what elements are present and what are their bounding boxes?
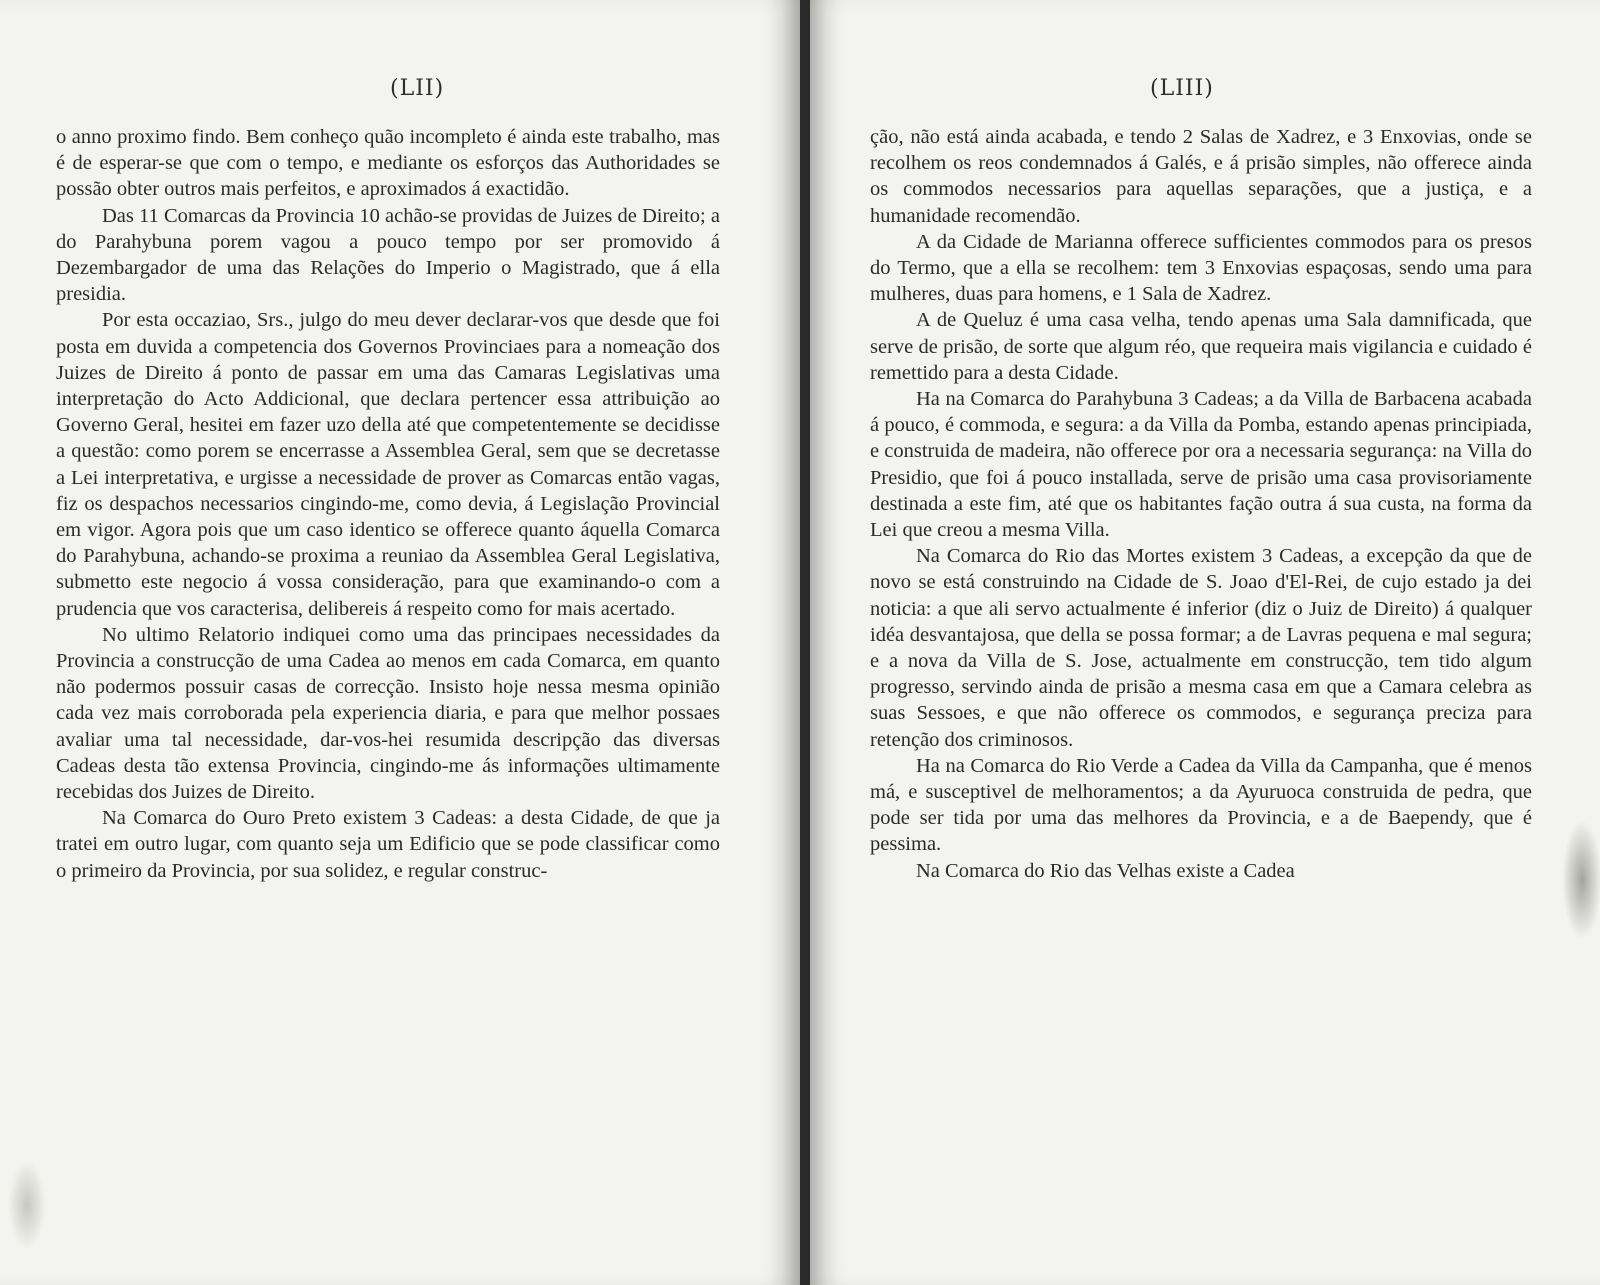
page-number-right: (LIII)	[1150, 76, 1214, 101]
paragraph: Por esta occaziao, Srs., julgo do meu dever declarar-vos que desde que foi posta em duvida a competencia dos Governos Provinciaes para a nomeação dos Juizes de Direito á ponto de passar em uma das Camaras Legislativas uma interpretação do Acto Addicional, que declara pertencer essa attribuição ao Governo Geral, hesitei em fazer uzo della até que competentemente se decidisse a questão: como porem se encerrasse a Assemblea Geral, sem que se decretasse a Lei interpretativa, e urgisse a necessidade de prover as Comarcas então vagas, fiz os despachos necessarios cingindo-me, como devia, á Legislação Provincial em vigor. Agora pois que um caso identico se offerece quanto áquella Comarca do Parahybuna, achando-se proxima a reuniao da Assemblea Geral Legislativa, submetto este negocio á vossa consideração, para que examinando-o com a prudencia que vos caracterisa, delibereis á respeito como for mais acertado.	[56, 309, 720, 620]
left-page-text	[56, 124, 720, 884]
paragraph: No ultimo Relatorio indiquei como uma das principaes necessidades da Provincia a construcção de uma Cadea ao menos em cada Comarca, em quanto não podermos possuir casas de correcção. Insisto hoje nessa mesma opinião cada vez mais corroborada pela experiencia diaria, e para que melhor possaes avaliar uma tal necessidade, dar-vos-hei resumida descripção das diversas Cadeas desta tão extensa Provincia, cingindo-me ás informações ultimamente recebidas dos Juizes de Direito.	[56, 623, 720, 804]
right-page-text	[870, 124, 1532, 884]
paragraph: Na Comarca do Rio das Velhas existe a Cadea	[916, 859, 1295, 882]
book-gutter	[800, 0, 810, 1285]
paragraph: A da Cidade de Marianna offerece sufficientes commodos para os presos do Termo, que a ella se recolhem: tem 3 Enxovias espaçosas, sendo uma para mulheres, duas para homens, e 1 Sala de Xadrez.	[870, 230, 1532, 306]
paragraph: Ha na Comarca do Parahybuna 3 Cadeas; a da Villa de Barbacena acabada á pouco, é commoda, e segura: a da Villa da Pomba, estando apenas principiada, e construida de madeira, não offerece por ora a necessaria segurança: na Villa do Presidio, que foi á pouco installada, serve de prisão uma casa provisoriamente destinada a este fim, até que os habitantes fação outra á sua custa, na forma da Lei que creou a mesma Villa.	[870, 388, 1532, 542]
page-stain	[1562, 820, 1600, 940]
paragraph: A de Queluz é uma casa velha, tendo apenas uma Sala damnificada, que serve de prisão, de sorte que algum réo, que requeira mais vigilancia e cuidado é remettido para a desta Cidade.	[870, 309, 1532, 384]
paragraph: Na Comarca do Ouro Preto existem 3 Cadeas: a desta Cidade, de que ja tratei em outro lugar, com quanto seja um Edificio que se pode classificar como o primeiro da Provincia, por sua solidez, e regular construc-	[56, 807, 720, 882]
right-page	[810, 0, 1600, 1285]
paragraph: Das 11 Comarcas da Provincia 10 achão-se providas de Juizes de Direito; a do Parahybuna porem vagou a pouco tempo por ser promovido á Dezembargador de uma das Relações do Imperio o Magistrado, que á ella presidia.	[56, 204, 720, 306]
paragraph: Ha na Comarca do Rio Verde a Cadea da Villa da Campanha, que é menos má, e susceptivel de melhoramentos; a da Ayuruoca construida de pedra, que pode ser tida por uma das melhores da Provincia, e a de Baependy, que é pessima.	[870, 754, 1532, 856]
paragraph: ção, não está ainda acabada, e tendo 2 Salas de Xadrez, e 3 Enxovias, onde se recolhem os reos condemnados á Galés, e á prisão simples, não offerece ainda os commodos necessarios para aquellas separações, que a justiça, e a humanidade recomendão.	[870, 126, 1532, 227]
paragraph: o anno proximo findo. Bem conheço quão incompleto é ainda este trabalho, mas é de esperar-se que com o tempo, e mediante os esforços das Authoridades se possão obter outros mais perfeitos, e aproximados á exactidão.	[56, 126, 720, 201]
page-number-left: (LII)	[390, 76, 445, 101]
paragraph: Na Comarca do Rio das Mortes existem 3 Cadeas, a excepção da que de novo se está construindo na Cidade de S. Joao d'El-Rei, de cujo estado ja dei noticia: a que ali servo actualmente é inferior (diz o Juiz de Direito) á qualquer idéa desvantajosa, que della se possa formar; a de Lavras pequena e mal segura; e a nova da Villa de S. Jose, actualmente em construcção, tem tido algum progresso, servindo ainda de prisão a mesma casa em que a Camara celebra as suas Sessoes, e que não offerece os commodos, e segurança preciza para retenção dos criminosos.	[870, 545, 1532, 751]
page-stain	[8, 1160, 46, 1250]
